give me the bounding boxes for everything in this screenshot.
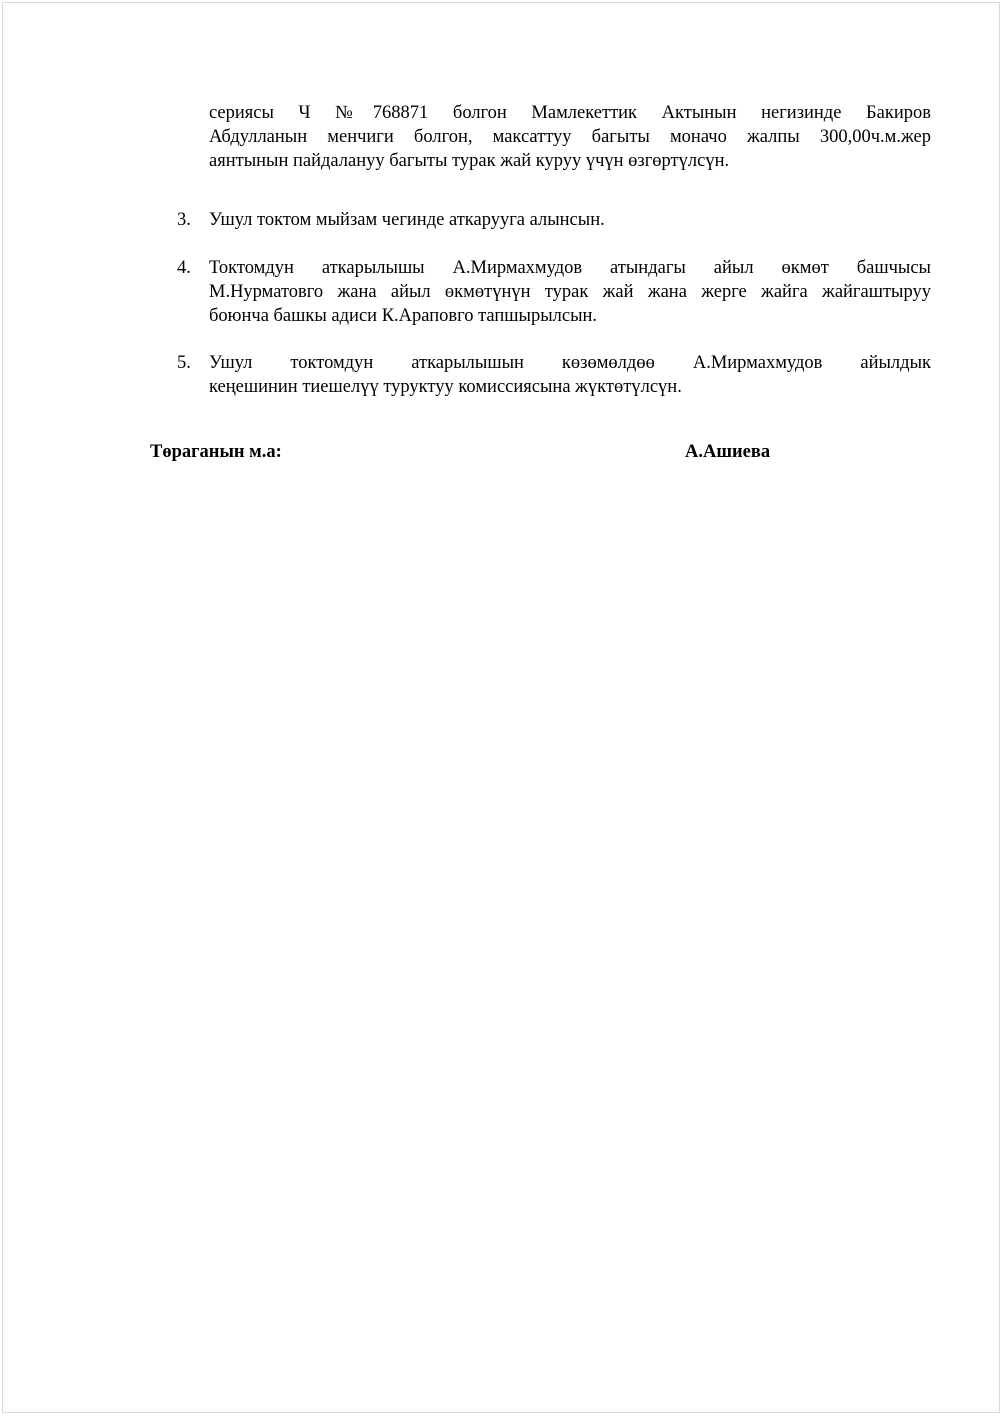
signature-label: Төраганын м.а: (150, 442, 282, 462)
document-page (2, 2, 1000, 1413)
text-line: Токтомдун аткарылышы А.Мирмахмудов атындагы айыл өкмөт башчысы (209, 258, 931, 278)
text-line: аянтынын пайдалануу багыты турак жай куруу үчүн өзгөртүлсүн. (209, 151, 730, 171)
list-item-text (209, 351, 931, 399)
list-item-number: 3. (177, 210, 191, 230)
list-item-number: 5. (177, 353, 191, 373)
signature-name: А.Ашиева (685, 442, 771, 462)
list-item-number: 4. (177, 258, 191, 278)
text-line: Ушул токтомдун аткарылышын көзөмөлдөө А.Мирмахмудов айылдык (209, 353, 931, 373)
text-line: М.Нурматовго жана айыл өкмөтүнүн турак жай жана жерге жайга жайгаштыруу (209, 282, 931, 302)
text-line: сериясы Ч №768871 болгон Мамлекеттик Актынын негизинде Бакиров (209, 103, 931, 123)
text-line: Ушул токтом мыйзам чегинде аткарууга алынсын. (209, 210, 605, 230)
text-line: кеңешинин тиешелүү туруктуу комиссиясына жүктөтүлсүн. (209, 377, 682, 397)
item-2-continuation (209, 101, 931, 173)
text-line: боюнча башкы адиси К.Араповго тапшырылсын. (209, 306, 598, 326)
list-item-text (209, 256, 931, 328)
text-line: Абдулланын менчиги болгон, максаттуу багыты моначо жалпы 300,00ч.м.жер (209, 127, 931, 147)
list-item-text (209, 208, 931, 232)
